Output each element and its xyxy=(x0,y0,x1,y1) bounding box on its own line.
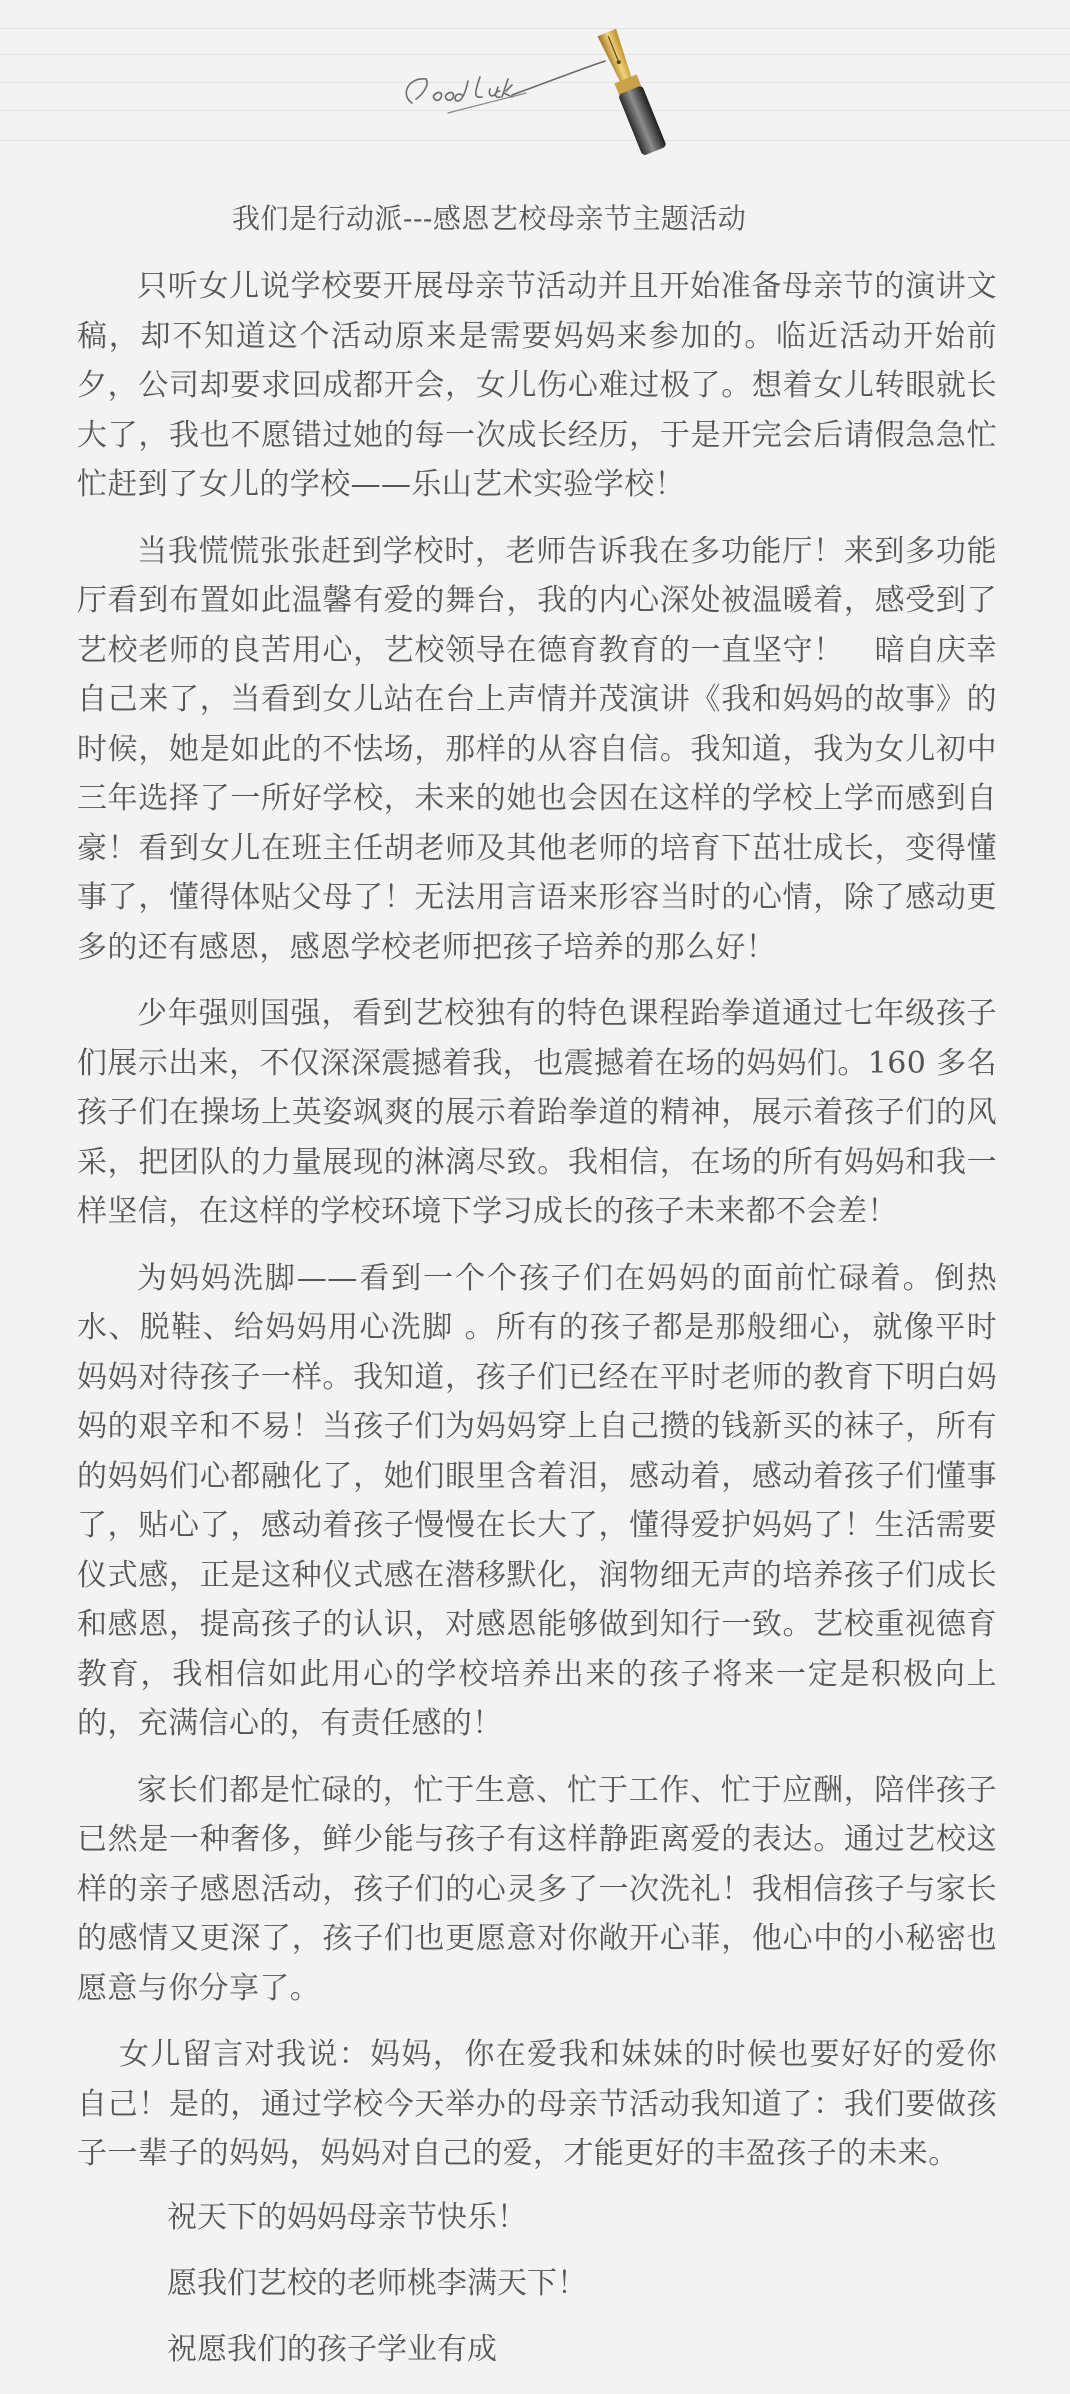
paragraph: 少年强则国强，看到艺校独有的特色课程跆拳道通过七年级孩子们展示出来，不仅深深震撼着我，也震撼着在场的妈妈们。160 多名孩子们在操场上英姿飒爽的展示着跆拳道的精神，展示着孩子们的风采，把团队的力量展现的淋漓尽致。我相信，在场的所有妈妈和我一样坚信，在这样的学校环境下学习成长的孩子未来都不会差！ xyxy=(77,996,997,1229)
wish-line: 祝愿我们的孩子学业有成 xyxy=(167,2331,497,2367)
paragraph: 只听女儿说学校要开展母亲节活动并且开始准备母亲节的演讲文稿，却不知道这个活动原来是需要妈妈来参加的。临近活动开始前夕，公司却要求回成都开会，女儿伤心难过极了。想着女儿转眼就长大了，我也不愿错过她的每一次成长经历，于是开完会后请假急急忙忙赶到了女儿的学校——乐山艺术实验学校！ xyxy=(77,269,997,502)
article-body xyxy=(77,262,997,2394)
paragraph: 家长们都是忙碌的，忙于生意、忙于工作、忙于应酬，陪伴孩子已然是一种奢侈，鲜少能与孩子有这样静距离爱的表达。通过艺校这样的亲子感恩活动，孩子们的心灵多了一次洗礼！我相信孩子与家长的感情又更深了，孩子们也更愿意对你敞开心菲，他心中的小秘密也愿意与你分享了。 xyxy=(77,1772,997,2006)
notebook-header xyxy=(0,0,1070,150)
paragraph: 女儿留言对我说：妈妈，你在爱我和妹妹的时候也要好好的爱你自己！是的，通过学校今天举办的母亲节活动我知道了：我们要做孩子一辈子的妈妈，妈妈对自己的爱，才能更好的丰盈孩子的未来。 xyxy=(77,2037,997,2171)
paragraph: 当我慌慌张张赶到学校时，老师告诉我在多功能厅！来到多功能厅看到布置如此温馨有爱的舞台，我的内心深处被温暖着，感受到了艺校老师的良苦用心，艺校领导在德育教育的一直坚守！ 暗自庆幸自己来了，当看到女儿站在台上声情并茂演讲《我和妈妈的故事》的时候，她是如此的不怯场，那样的从容自信。我知道，我为女儿初中三年选择了一所好学校，未来的她也会因在这样的学校上学而感到自豪！看到女儿在班主任胡老师及其他老师的培育下茁壮成长，变得懂事了，懂得体贴父母了！无法用言语来形容当时的心情，除了感动更多的还有感恩，感恩学校老师把孩子培养的那么好！ xyxy=(77,533,997,965)
article-title: 我们是行动派---感恩艺校母亲节主题活动 xyxy=(232,202,747,235)
ruled-line xyxy=(0,140,1070,141)
fountain-pen-icon xyxy=(580,20,680,160)
closing-wishes xyxy=(77,2196,997,2372)
ruled-line xyxy=(0,28,1070,29)
wish-line: 愿我们艺校的老师桃李满天下！ xyxy=(167,2265,587,2301)
paragraph: 为妈妈洗脚——看到一个个孩子们在妈妈的面前忙碌着。倒热水、脱鞋、给妈妈用心洗脚 。所有的孩子都是那般细心，就像平时妈妈对待孩子一样。我知道，孩子们已经在平时老师的教育下明白妈妈的艰辛和不易！当孩子们为妈妈穿上自己攒的钱新买的袜子，所有的妈妈们心都融化了，她们眼里含着泪，感动着，感动着孩子们懂事了，贴心了，感动着孩子慢慢在长大了，懂得爱护妈妈了！生活需要仪式感，正是这种仪式感在潜移默化，润物细无声的培养孩子们成长和感恩，提高孩子的认识，对感恩能够做到知行一致。艺校重视德育教育，我相信如此用心的学校培养出来的孩子将来一定是积极向上的，充满信心的，有责任感的！ xyxy=(77,1260,997,1741)
wish-line: 祝天下的妈妈母亲节快乐！ xyxy=(167,2199,527,2235)
